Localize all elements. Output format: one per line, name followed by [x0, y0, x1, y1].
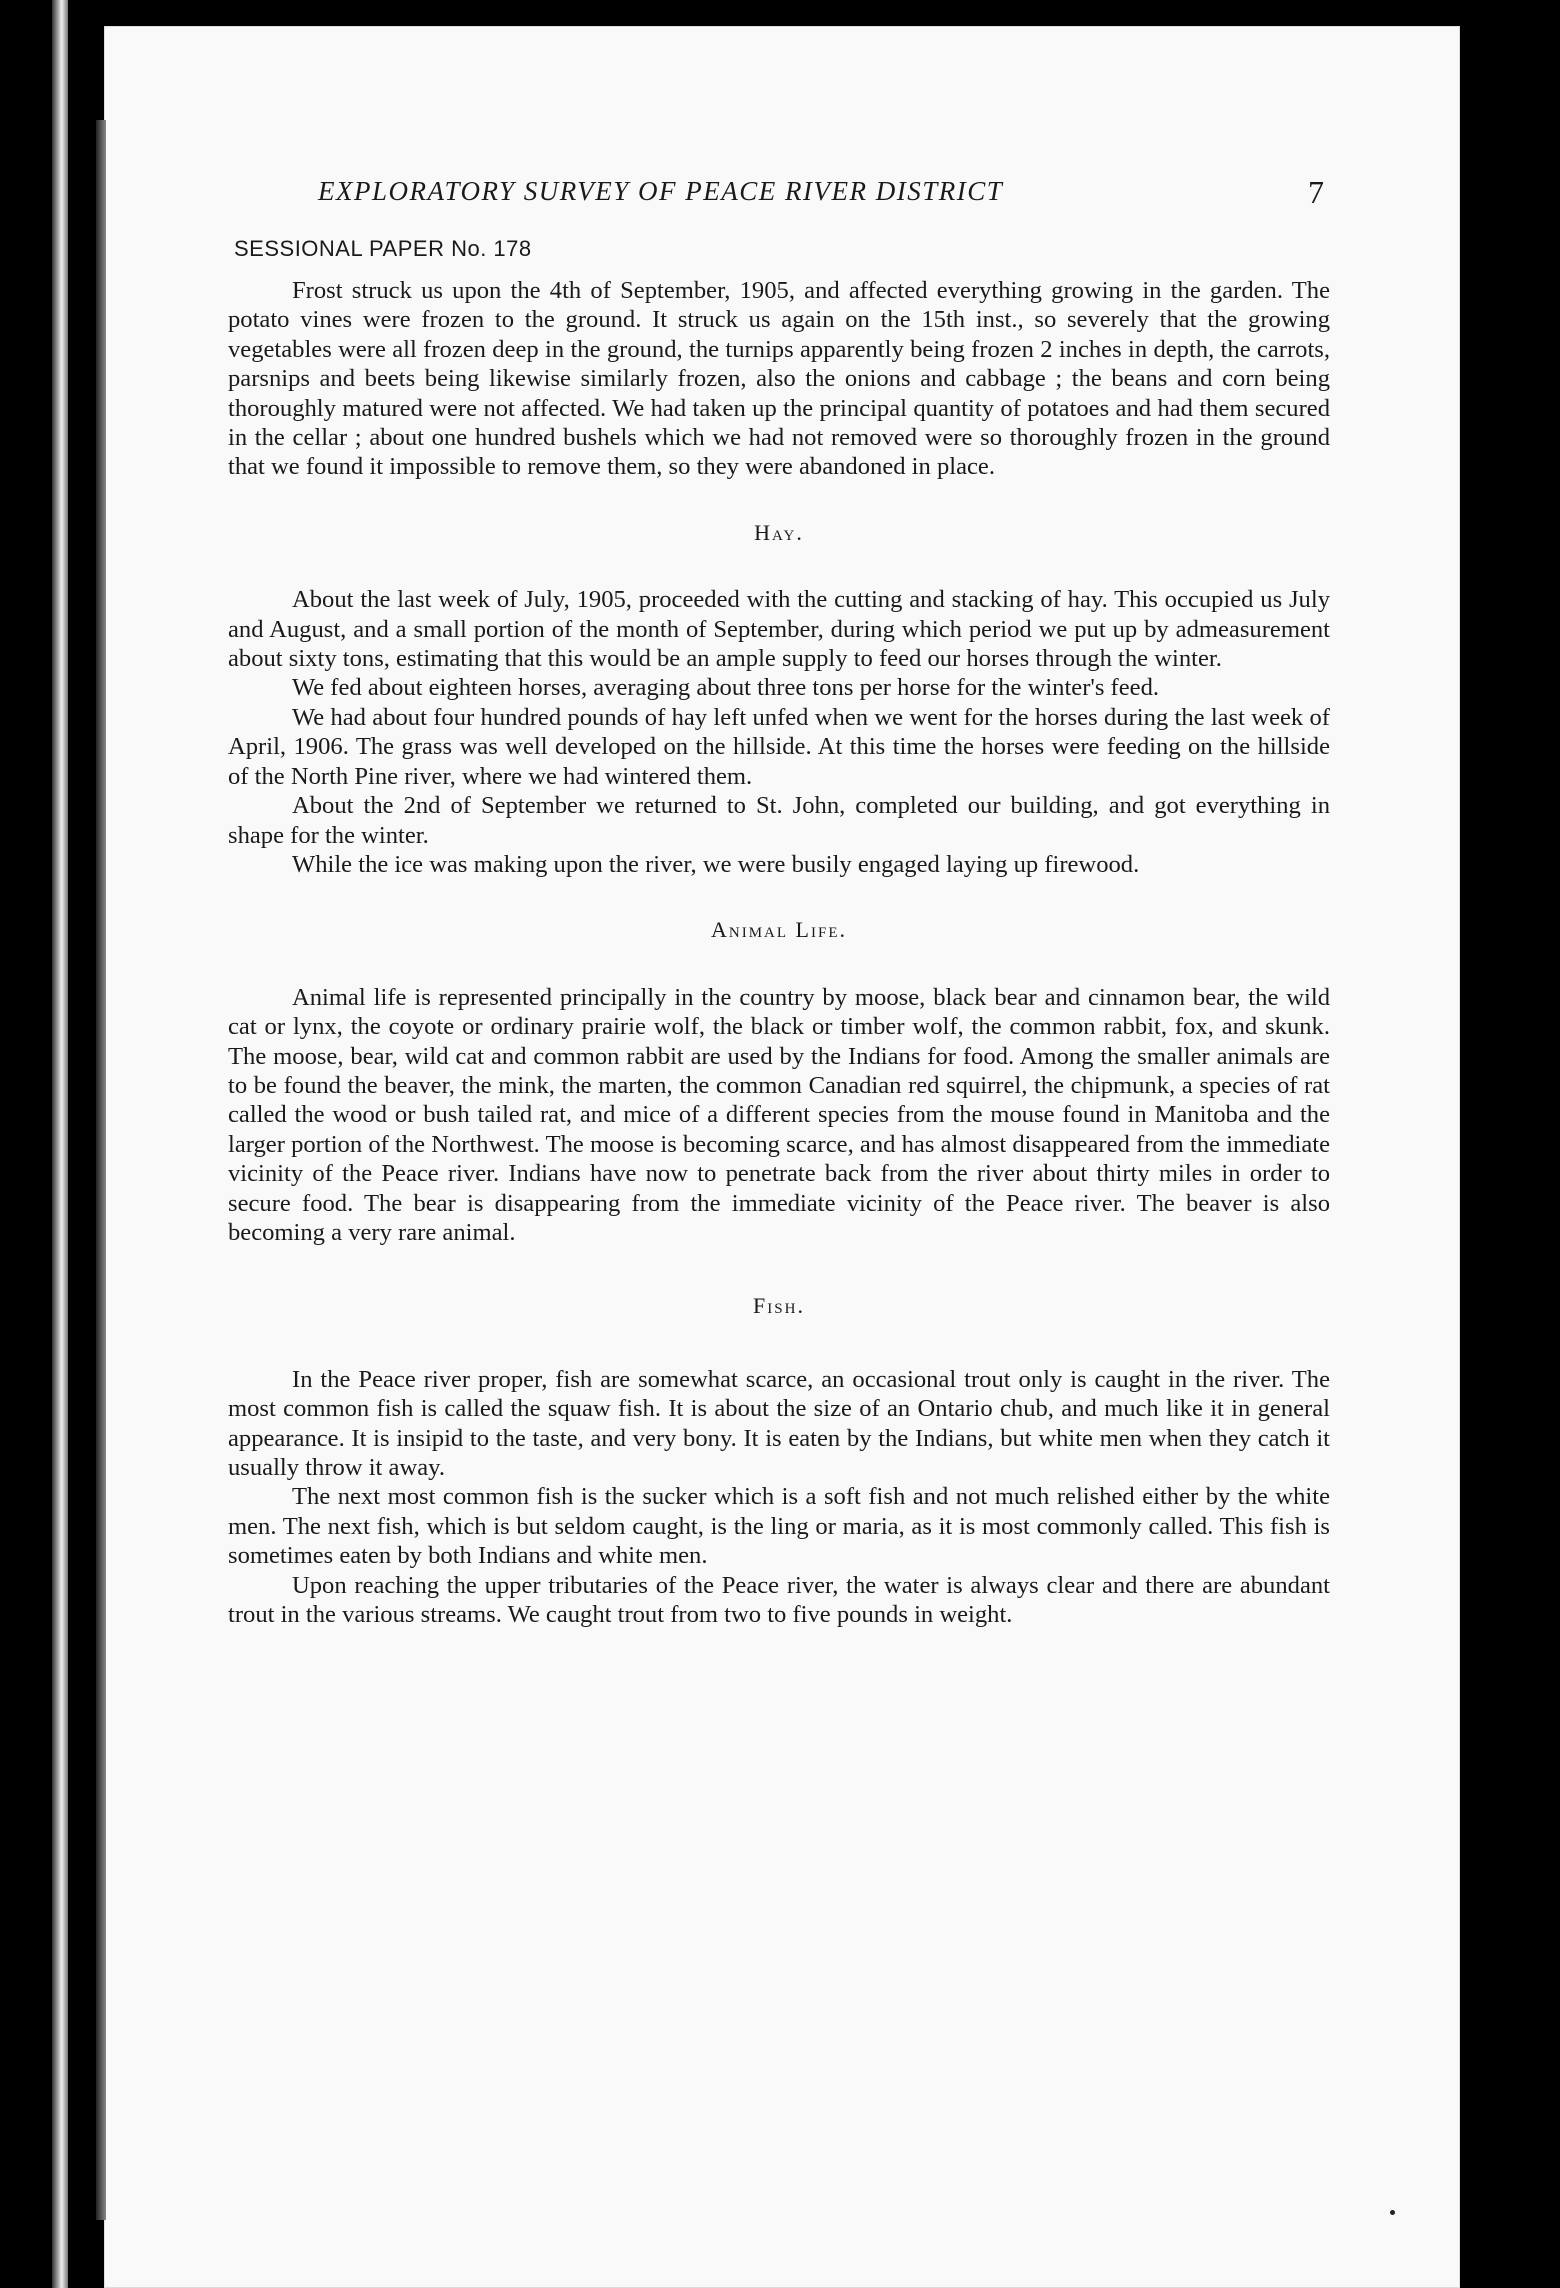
page-edge-shadow [96, 120, 106, 2220]
page-number: 7 [1308, 174, 1324, 210]
paragraph-hay-1: About the last week of July, 1905, proceeded with the cutting and stacking of hay. This occupied us July and August, and a small portion of the month of September, during which period we put up by admeasurement about sixty tons, estimating that this would be an ample supply to feed our horses through the winter. [228, 586, 1330, 673]
paragraph-hay-5: While the ice was making upon the river, we were busily engaged laying up firewood. [292, 850, 1140, 878]
paragraph-hay-4: About the 2nd of September we returned to St. John, completed our building, and got everything in shape for the winter. [228, 792, 1330, 849]
heading-hay: Hay. [754, 519, 804, 545]
paragraph-fish-2: The next most common fish is the sucker which is a soft fish and not much relished either by the white men. The next fish, which is but seldom caught, is the ling or maria, as it is most commonly called. This fish is sometimes eaten by both Indians and white men. [228, 1483, 1330, 1570]
paragraph-hay-2: We fed about eighteen horses, averaging about three tons per horse for the winter's feed. [292, 674, 1160, 702]
paragraph-fish-3: Upon reaching the upper tributaries of the Peace river, the water is always clear and there are abundant trout in the various streams. We caught trout from two to five pounds in weight. [228, 1571, 1330, 1629]
heading-animal-life: Animal Life. [711, 917, 847, 943]
running-head: EXPLORATORY SURVEY OF PEACE RIVER DISTRICT [318, 176, 1004, 206]
paragraph-frost: Frost struck us upon the 4th of September, 1905, and affected everything growing in the garden. The potato vines were frozen to the ground. It struck us again on the 15th inst., so severely that the growing vegetables were all frozen deep in the ground, the turnips apparently being frozen 2 inches in depth, the carrots, parsnips and beets being likewise similarly frozen, also the onions and cabbage ; the beans and corn being thoroughly matured were not affected. We had taken up the principal quantity of potatoes and had them secured in the cellar ; about one hundred bushels which we had not removed were so thoroughly frozen in the ground that we found it impossible to remove them, so they were abandoned in place. [228, 277, 1330, 481]
paragraph-fish-1: In the Peace river proper, fish are somewhat scarce, an occasional trout only is caught in the river. The most common fish is called the squaw fish. It is about the size of an Ontario chub, and much like it in general appearance. It is insipid to the taste, and very bony. It is eaten by the Indians, but white men when they catch it usually throw it away. [228, 1365, 1330, 1481]
paragraph-hay-3: We had about four hundred pounds of hay left unfed when we went for the horses during the last week of April, 1906. The grass was well developed on the hillside. At this time the horses were feeding on the hillside of the North Pine river, where we had wintered them. [228, 703, 1330, 790]
speck-mark [1390, 2210, 1395, 2215]
paragraph-animal-life: Animal life is represented principally in the country by moose, black bear and cinnamon bear, the wild cat or lynx, the coyote or ordinary prairie wolf, the black or timber wolf, the common rabbit, fox, and skunk. The moose, bear, wild cat and common rabbit are used by the Indians for food. Among the smaller animals are to be found the beaver, the mink, the marten, the common Canadian red squirrel, the chipmunk, a species of rat called the wood or bush tailed rat, and mice of a different species from the mouse found in Manitoba and the larger portion of the Northwest. The moose is becoming scarce, and has almost disappeared from the immediate vicinity of the Peace river. Indians have now to penetrate back from the river about thirty miles in order to secure food. The bear is disappearing from the immediate vicinity of the Peace river. The beaver is also becoming a very rare animal. [228, 983, 1330, 1246]
sessional-paper-label: SESSIONAL PAPER No. 178 [234, 236, 532, 261]
body-text [228, 276, 1330, 1629]
binding-gutter [52, 0, 68, 2288]
heading-fish: Fish. [753, 1293, 805, 1319]
